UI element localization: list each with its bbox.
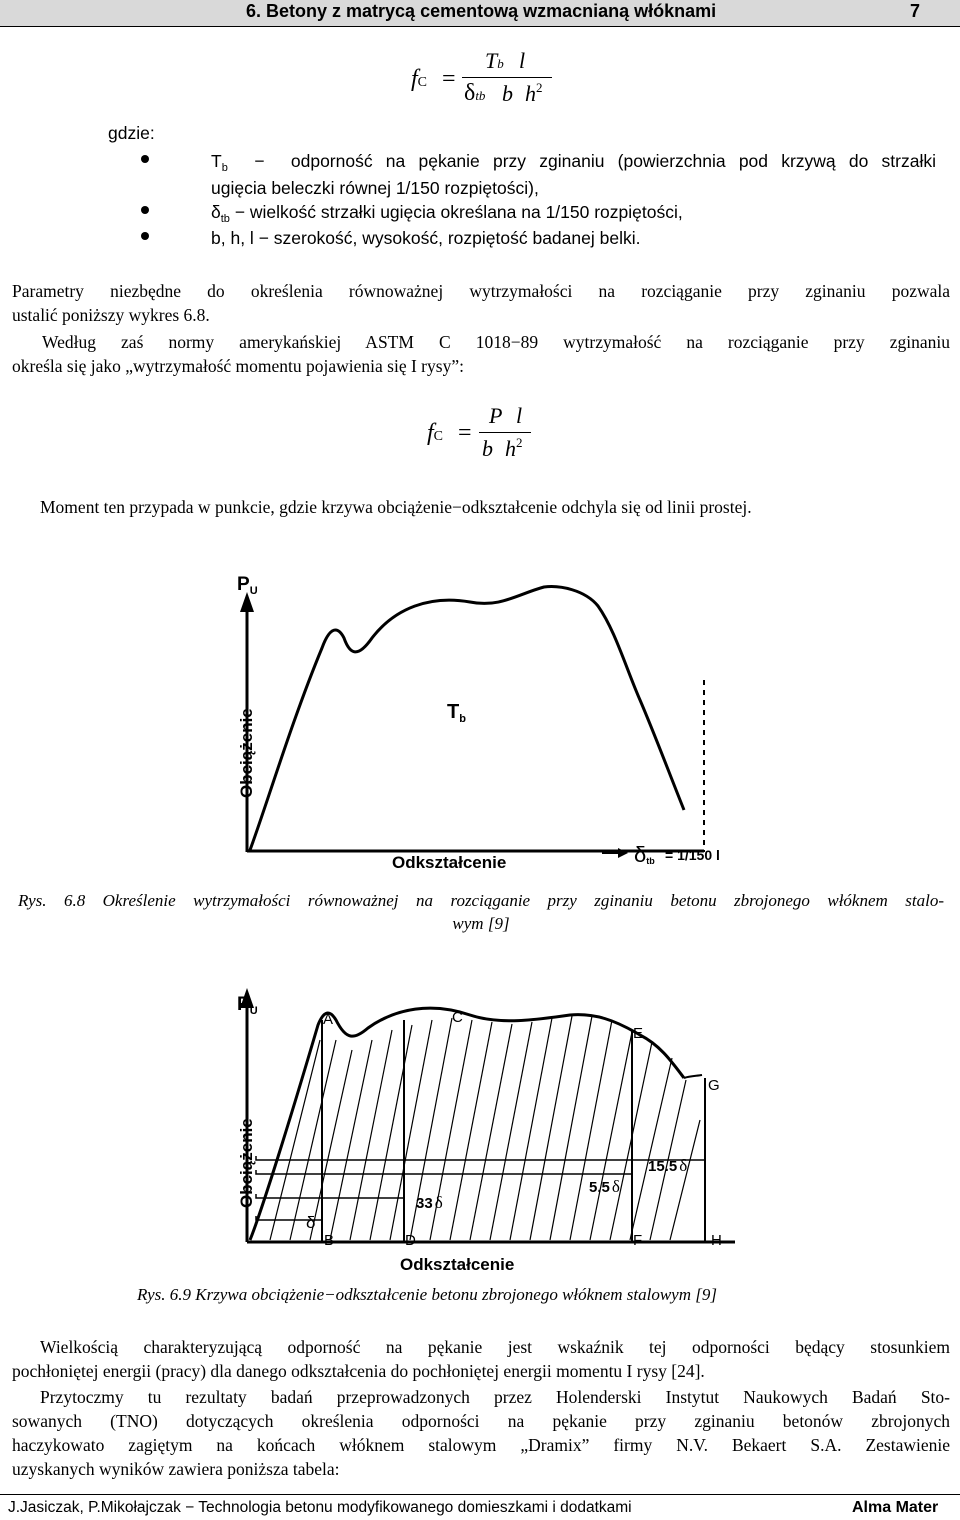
eq1-denominator-b: b <box>502 81 513 106</box>
delta-1: δ <box>306 1213 316 1232</box>
paragraph-4: Wielkością charakteryzującą odporność na pękanie jest wskaźnik tej odporności będący stosunkiem pochłoniętej energii (pracy) dla danego odkształcenia do pochłoniętej energii momentu I rysy [24]. <box>12 1337 950 1381</box>
load-curve <box>250 1008 684 1240</box>
x-axis-label: Odkształcenie <box>400 1255 515 1274</box>
delta-155: 15.5 δ <box>648 1156 688 1175</box>
y-axis-label: Obciążenie <box>237 708 256 798</box>
figure-6-9 <box>0 980 960 1275</box>
label-H: H <box>711 1232 722 1249</box>
footer-authors: J.Jasiczak, P.Mikołajczak − Technologia betonu modyfikowanego domieszkami i dodatkami <box>8 1499 632 1516</box>
eq2-numerator-l: l <box>516 403 523 428</box>
caption-6-8: Rys. 6.8 Określenie wytrzymałości równoważnej na rozciąganie przy zginaniu betonu zbrojonego włóknem stalo- wym [9] <box>18 891 944 933</box>
eq2-numerator-P: P <box>489 403 503 428</box>
page-header <box>0 0 960 27</box>
eq2-denominator-b: b <box>482 436 493 461</box>
eq2-f: fC <box>427 420 444 446</box>
delta-55: 5.5 δ <box>589 1177 620 1196</box>
brace-55 <box>256 1170 632 1174</box>
x-axis-label: Odkształcenie <box>392 853 507 872</box>
figure-6-8 <box>0 560 960 880</box>
pu-label: $P_U$ <box>237 994 258 1017</box>
gdzie-label: gdzie: <box>108 123 155 143</box>
bullet-dot <box>141 206 149 214</box>
label-F: F <box>633 1232 643 1249</box>
tb-label: $T_b$ <box>447 701 466 725</box>
y-axis-label: Obciążenie <box>237 1118 256 1208</box>
delta-symbol: δtb <box>634 842 655 867</box>
hatching <box>270 1016 700 1240</box>
label-G: G <box>708 1077 720 1094</box>
delta-33: 33 δ <box>416 1193 443 1212</box>
paragraph-1: Parametry niezbędne do określenia równoważnej wytrzymałości na rozciąganie przy zginaniu pozwala ustalić poniższy wykres 6.8. <box>12 281 950 325</box>
eq2-fraction-bar <box>479 432 531 433</box>
paragraph-5: Przytoczmy tu rezultaty badań przeprowadzonych przez Holenderski Instytut Naukowych Badań Sto- sowanych (TNO) dotyczących określenia odporności na pękanie przy zginaniu betonów zbrojonych haczykowato zagiętym na końcach włóknem stalowym „Dramix” firmy N.V. Bekaert S.A. Zestawienie uzyskanych wyników zawiera poniższa tabela: <box>12 1387 950 1479</box>
brace-155 <box>256 1156 705 1160</box>
chapter-title: 6. Betony z matrycą cementową wzmacnianą włóknami <box>246 1 717 21</box>
footer-publisher: Alma Mater <box>852 1499 939 1516</box>
bullet-delta: $\delta_{tb}$ − wielkość strzałki ugięcia określana na 1/150 rozpiętości, <box>211 202 683 225</box>
label-C: C <box>452 1009 463 1026</box>
bullet-bhl: b, h, l − szerokość, wysokość, rozpiętość badanej belki. <box>211 228 641 248</box>
eq1-denominator-h: $h^2$ <box>525 80 543 106</box>
pu-label: $P_U$ <box>237 574 258 597</box>
bullet-dot <box>141 232 149 240</box>
eq2-denominator-h: $h^2$ <box>505 435 523 461</box>
page-number: 7 <box>910 1 921 21</box>
eq1-f: fC <box>411 66 428 92</box>
page-footer <box>0 1494 960 1520</box>
eq1-numerator-l: l <box>519 48 526 73</box>
paragraph-3: Moment ten przypada w punkcie, gdzie krzywa obciążenie−odkształcenie odchyla się od linii prostej. <box>40 497 752 517</box>
label-D: D <box>405 1232 416 1249</box>
caption-6-9: Rys. 6.9 Krzywa obciążenie−odkształcenie betonu zbrojonego włóknem stalowym [9] <box>137 1285 717 1304</box>
bullet-tb: $T_b$ − odporność na pękanie przy zginaniu (powierzchnia pod krzywą do strzałki ugięcia beleczki równej 1/150 rozpiętości), <box>211 151 936 198</box>
label-B: B <box>324 1232 335 1249</box>
eq1-denominator-delta: δtb <box>464 80 486 106</box>
label-A: A <box>323 1011 334 1028</box>
bullet-dot <box>141 155 149 163</box>
eq1-fraction-bar <box>462 77 552 78</box>
brace-33 <box>256 1194 404 1198</box>
curve-end <box>684 1075 702 1078</box>
eq1-numerator-T: Tb <box>485 48 504 73</box>
eq1-equals: = <box>442 66 456 92</box>
delta-value: = 1/150 l <box>665 847 720 863</box>
eq2-equals: = <box>458 420 472 446</box>
label-E: E <box>633 1025 644 1042</box>
paragraph-2: Według zaś normy amerykańskiej ASTM C 1018−89 wytrzymałość na rozciąganie przy zginaniu określa się jako „wytrzymałość momentu pojawienia się I rysy”: <box>12 332 950 376</box>
load-curve <box>250 587 684 850</box>
